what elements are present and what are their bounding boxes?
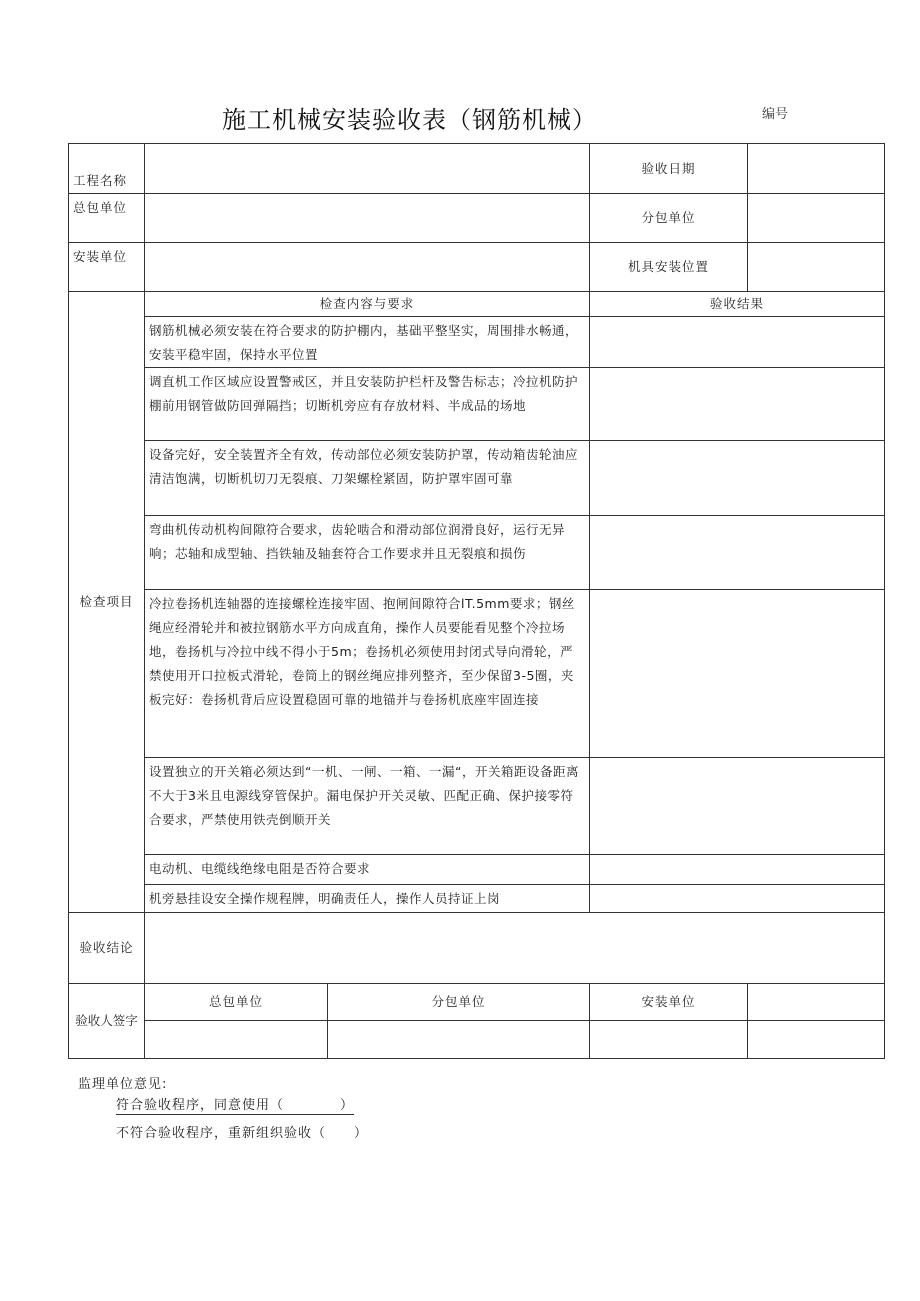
install-location-label: 机具安装位置	[590, 243, 748, 292]
inspection-result-field[interactable]	[590, 758, 885, 855]
inspection-item: 调直机工作区域应设置警戒区，并且安装防护栏杆及警告标志；冷拉机防护棚前用钢管做防回弹隔挡；切断机旁应有存放材料、半成品的场地	[145, 368, 590, 441]
subcontractor-label: 分包单位	[590, 194, 748, 243]
supervision-agree-option[interactable]: 符合验收程序，同意使用（ ）	[116, 1094, 354, 1115]
signature-subcontractor-label: 分包单位	[328, 984, 590, 1021]
inspection-section-label: 检查项目	[69, 292, 145, 913]
serial-number-label: 编号	[762, 107, 789, 122]
signature-subcontractor-field[interactable]	[328, 1021, 590, 1059]
supervision-opinion-label: 监理单位意见:	[78, 1077, 168, 1092]
inspection-item: 设置独立的开关箱必须达到“一机、一闸、一箱、一漏“，开关箱距设备距离不大于3米且电源线穿管保护。漏电保护开关灵敏、匹配正确、保护接零符合要求，严禁使用铁壳倒顺开关	[145, 758, 590, 855]
conclusion-label: 验收结论	[69, 913, 145, 984]
acceptance-form-table	[68, 143, 885, 1059]
acceptance-date-label: 验收日期	[590, 144, 748, 194]
signature-extra-field[interactable]	[748, 1021, 885, 1059]
form-title: 施工机械安装验收表（钢筋机械）	[222, 106, 597, 134]
general-contractor-field[interactable]	[145, 194, 590, 243]
inspection-item: 弯曲机传动机构间隙符合要求，齿轮啮合和滑动部位润滑良好，运行无异响；芯轴和成型轴、挡铁轴及轴套符合工作要求并且无裂痕和损伤	[145, 516, 590, 590]
inspection-result-field[interactable]	[590, 855, 885, 885]
signature-installer-field[interactable]	[590, 1021, 748, 1059]
inspection-result-field[interactable]	[590, 885, 885, 913]
inspection-result-field[interactable]	[590, 368, 885, 441]
inspection-result-field[interactable]	[590, 516, 885, 590]
inspection-result-field[interactable]	[590, 317, 885, 368]
supervision-disagree-option[interactable]: 不符合验收程序，重新组织验收（ ）	[116, 1126, 369, 1141]
inspection-result-field[interactable]	[590, 590, 885, 758]
inspection-item: 电动机、电缆线绝缘电阻是否符合要求	[145, 855, 590, 885]
inspection-item: 设备完好，安全装置齐全有效，传动部位必须安装防护罩，传动箱齿轮油应清洁饱满，切断机切刀无裂痕、刀架螺栓紧固，防护罩牢固可靠	[145, 441, 590, 516]
general-contractor-label: 总包单位	[69, 194, 145, 243]
acceptance-date-field[interactable]	[748, 144, 885, 194]
signature-label: 验收人签字	[69, 984, 145, 1059]
inspection-item: 钢筋机械必须安装在符合要求的防护棚内，基础平整坚实，周围排水畅通，安装平稳牢固，保持水平位置	[145, 317, 590, 368]
install-location-field[interactable]	[748, 243, 885, 292]
signature-extra-cell	[748, 984, 885, 1021]
signature-installer-label: 安装单位	[590, 984, 748, 1021]
project-name-field[interactable]	[145, 144, 590, 194]
inspection-result-field[interactable]	[590, 441, 885, 516]
conclusion-field[interactable]	[145, 913, 885, 984]
installer-field[interactable]	[145, 243, 590, 292]
signature-general-contractor-label: 总包单位	[145, 984, 328, 1021]
project-name-label: 工程名称	[69, 144, 145, 194]
installer-label: 安装单位	[69, 243, 145, 292]
result-column-header: 验收结果	[590, 292, 885, 317]
subcontractor-field[interactable]	[748, 194, 885, 243]
inspection-item: 冷拉卷扬机连轴器的连接螺栓连接牢固、抱闸间隙符合lT.5mm要求；钢丝绳应经滑轮并和被拉钢筋水平方向成直角，操作人员要能看见整个冷拉场地，卷扬机与冷拉中线不得小于5m；卷扬机必须使用封闭式导向滑轮，严禁使用开口拉板式滑轮，卷筒上的钢丝绳应排列整齐，至少保留3-5圈，夹板完好：卷扬机背后应设置稳固可靠的地锚并与卷扬机底座牢固连接	[145, 590, 590, 758]
content-column-header: 检查内容与要求	[145, 292, 590, 317]
signature-general-contractor-field[interactable]	[145, 1021, 328, 1059]
inspection-item: 机旁悬挂设安全操作规程牌，明确责任人，操作人员持证上岗	[145, 885, 590, 913]
